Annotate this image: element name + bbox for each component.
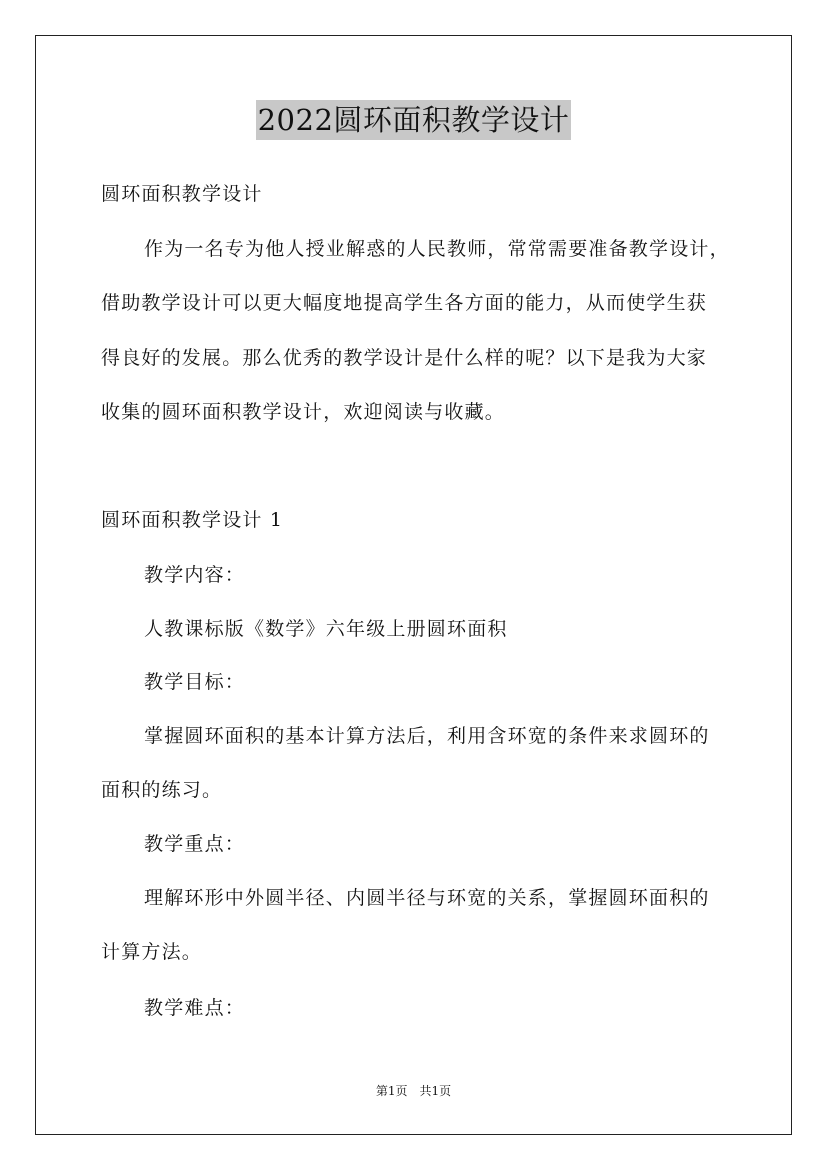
goal-line-1: 掌握圆环面积的基本计算方法后，利用含环宽的条件来求圆环的 bbox=[144, 725, 710, 747]
intro-line-4: 收集的圆环面积教学设计，欢迎阅读与收藏。 bbox=[101, 401, 506, 423]
document-subtitle: 圆环面积教学设计 bbox=[101, 183, 263, 205]
content-label: 教学内容： bbox=[144, 564, 246, 586]
page-footer: 第1页 共1页 bbox=[375, 1084, 452, 1098]
goal-label: 教学目标： bbox=[144, 671, 246, 693]
key-label: 教学重点： bbox=[144, 833, 246, 855]
content-text: 人教课标版《数学》六年级上册圆环面积 bbox=[144, 618, 508, 640]
title-container bbox=[0, 100, 827, 140]
document-title: 2022圆环面积教学设计 bbox=[256, 100, 572, 140]
intro-line-3: 得良好的发展。那么优秀的教学设计是什么样的呢？以下是我为大家 bbox=[101, 347, 708, 369]
goal-line-2: 面积的练习。 bbox=[101, 779, 223, 801]
key-line-1: 理解环形中外圆半径、内圆半径与环宽的关系，掌握圆环面积的 bbox=[144, 887, 710, 909]
difficulty-label: 教学难点： bbox=[144, 997, 246, 1019]
key-line-2: 计算方法。 bbox=[101, 941, 203, 963]
intro-line-1: 作为一名专为他人授业解惑的人民教师，常常需要准备教学设计， bbox=[144, 238, 730, 260]
section-heading: 圆环面积教学设计 1 bbox=[101, 509, 284, 531]
intro-line-2: 借助教学设计可以更大幅度地提高学生各方面的能力，从而使学生获 bbox=[101, 292, 708, 314]
